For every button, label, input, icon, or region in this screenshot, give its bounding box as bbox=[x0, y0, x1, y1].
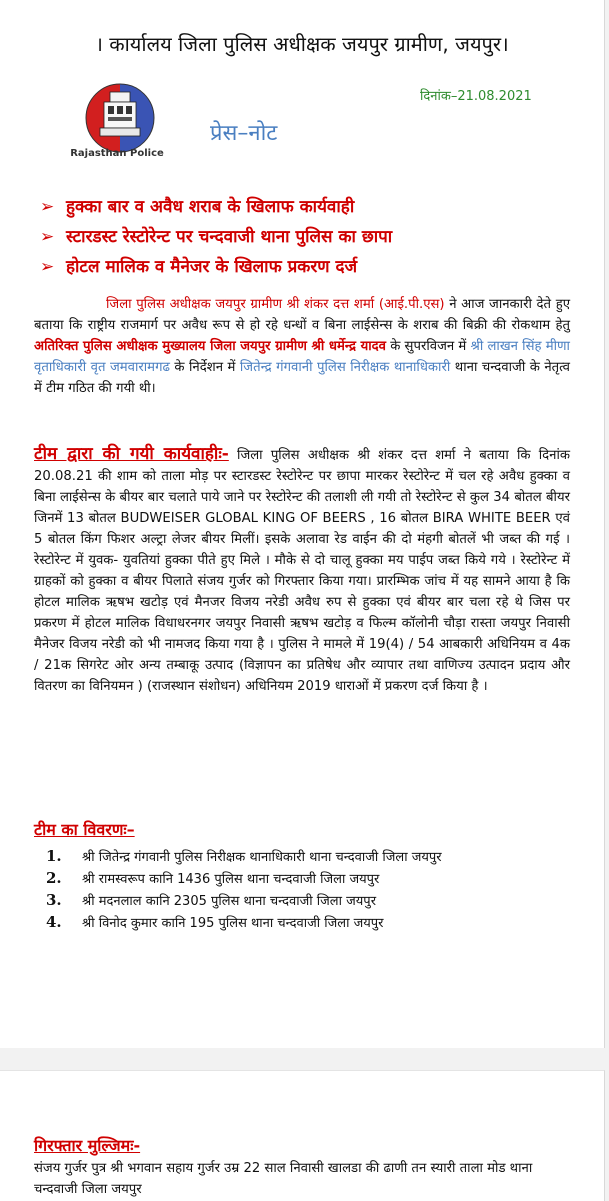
date-label: दिनांक–21.08.2021 bbox=[420, 89, 532, 104]
headline-item: ➢ स्टारडस्ट रेस्टोरेन्ट पर चन्दवाजी थाना पुलिस का छापा bbox=[40, 222, 392, 252]
arrow-icon: ➢ bbox=[40, 197, 55, 217]
headline-item: ➢ हुक्का बार व अवैध शराब के खिलाफ कार्यवाही bbox=[40, 192, 392, 222]
arrested-heading: गिरफ्तार मुल्जिमः- bbox=[34, 1136, 141, 1155]
arrested-text: संजय गुर्जर पुत्र श्री भगवान सहाय गुर्जर उम्र 22 साल निवासी खालडा की ढाणी तन स्यारी ताला मोड थाना चन्दवाजी जिला जयपुर bbox=[34, 1161, 533, 1197]
arrow-icon: ➢ bbox=[40, 227, 55, 247]
press-note-title: प्रेस–नोट bbox=[210, 121, 278, 146]
office-title: । कार्यालय जिला पुलिस अधीक्षक जयपुर ग्रामीण, जयपुर। bbox=[95, 32, 509, 56]
list-item: 1. श्री जितेन्द्र गंगवानी पुलिस निरीक्षक थानाधिकारी थाना चन्दवाजी जिला जयपुर bbox=[46, 847, 442, 865]
headline-item: ➢ होटल मालिक व मैनेजर के खिलाफ प्रकरण दर्ज bbox=[40, 252, 392, 282]
team-list bbox=[46, 845, 566, 933]
intro-paragraph: जिला पुलिस अधीक्षक जयपुर ग्रामीण श्री शंकर दत्त शर्मा (आई.पी.एस) ने आज जानकारी देते हुए बताया कि राष्ट्रीय राजमार्ग पर अवैध रूप से हो रहे धन्धों व बिना लाईसेन्स के शराब की बिक्री की रोकथाम हेतु अतिरिक्त पुलिस अधीक्षक मुख्यालय जिला जयपुर ग्रामीण श्री धर्मेन्द्र यादव के सुपरविजन में श्री लाखन सिंह मीणा वृताधिकारी वृत जमवारामगढ के निर्देशन में जितेन्द्र गंगवानी पुलिस निरीक्षक थानाधिकारी थाना चन्दवाजी के नेतृत्व में टीम गठित की गयी थी। bbox=[34, 297, 570, 396]
team-heading: टीम का विवरणः– bbox=[34, 820, 135, 839]
list-item: 4. श्री विनोद कुमार कानि 195 पुलिस थाना चन्दवाजी जिला जयपुर bbox=[46, 913, 384, 931]
list-item: 2. श्री रामस्वरूप कानि 1436 पुलिस थाना चन्दवाजी जिला जयपुर bbox=[46, 869, 380, 887]
action-heading: टीम द्वारा की गयी कार्यवाहीः- bbox=[34, 444, 229, 464]
action-paragraph: टीम द्वारा की गयी कार्यवाहीः- जिला पुलिस अधीक्षक श्री शंकर दत्त शर्मा ने बताया कि दिनांक 20.08.21 की शाम को ताला मोड़ पर स्टारडस्ट रेस्टोरेन्ट पर छापा मारकर रेस्टोरेन्ट में चल रहे अवैध हुक्का व बिना लाईसेन्स के बीयर बार चलाते पाये जाने पर रेस्टोरेन्ट की तलाशी ली गयी तो रेस्टोरेन्ट से कुल 34 बोतल बीयर जिनमें 13 बोतल BUDWEISER GLOBAL KING OF BEERS , 16 बोतल BIRA WHITE BEER एवं 5 बोतल किंग फिशर अल्ट्रा लेजर बीयर मिलीं। इसके अलावा रेड वाईन की दो मंहगी बोतलें भी जब्त की गई । रेस्टोरेन्ट में युवक- युवतियां हुक्का पीते हुए मिले । मौके से दो चालू हुक्का मय पाईप जब्त किये गये । रेस्टोरेन्ट में ग्राहकों को हुक्का व बीयर पिलाते संजय गुर्जर को गिरफ्तार किया गया। प्रारम्भिक जांच में यह सामने आया है कि होटल मालिक ऋषभ खटोड़ एवं मैनजर विजय नरेडी अवैध रुप से हुक्का एवं बीयर बार चला रहे थे जिस पर प्रकरण में होटल मालिक विधाधरनगर जयपुर निवासी ऋषभ खटोड़ व फिल्म कॉलोनी चौड़ा रास्ता जयपुर निवासी मैनेजर विजय नरेडी को भी नामजद किया गया है । पुलिस ने मामले में 19(4) / 54 आबकारी अधिनियम व 4क / 21क सिगरेट ओर अन्य तम्बाकू उत्पाद (विज्ञापन का प्रतिषेध और व्यापार तथा वाणिज्य उत्पादन प्रदाय और वितरण का विनियमन ) (राजस्थान संशोधन) अधिनियम 2019 धाराओं में प्रकरण दर्ज किया है । bbox=[34, 444, 570, 694]
logo-caption: Rajasthan Police bbox=[70, 148, 164, 159]
arrow-icon: ➢ bbox=[40, 257, 55, 277]
list-item: 3. श्री मदनलाल कानि 2305 पुलिस थाना चन्दवाजी जिला जयपुर bbox=[46, 891, 377, 909]
headline-bullets bbox=[40, 192, 392, 282]
